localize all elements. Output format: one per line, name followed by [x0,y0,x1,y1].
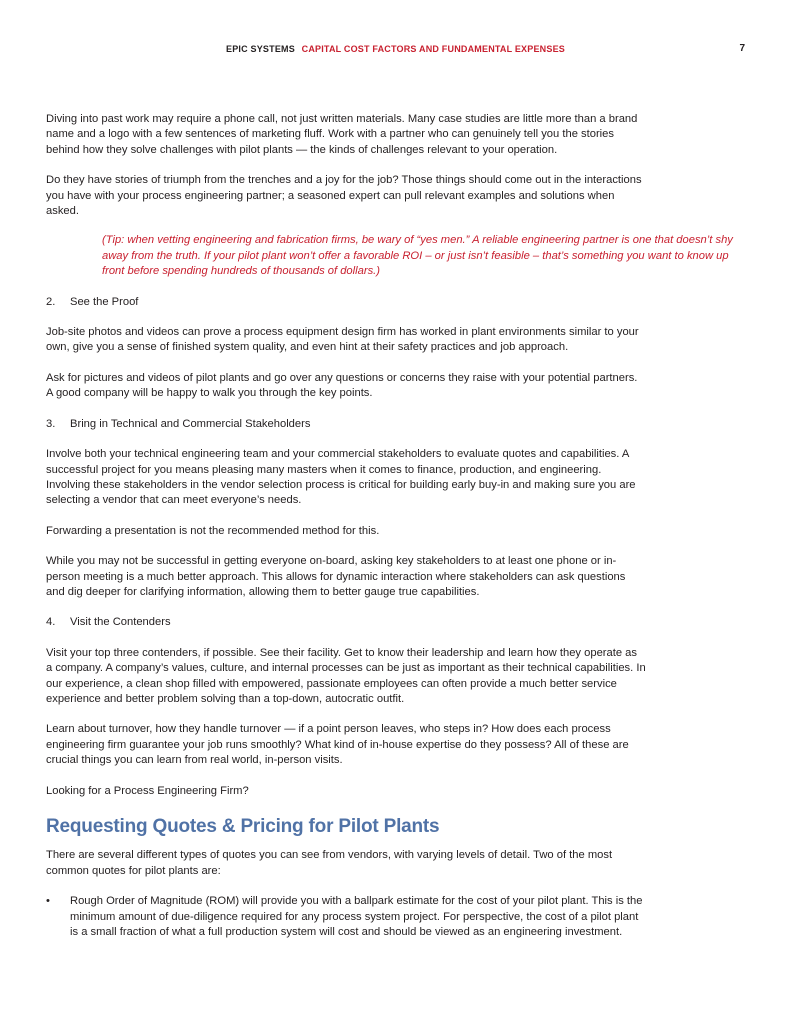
list-item-text: Rough Order of Magnitude (ROM) will provide you with a ballpark estimate for the cost of your pilot plant. This is the minimum amount of due-diligence required for any process system project. For perspective, the cost of a pilot plant is a small fraction of what a full production system will cost and should be viewed as an engineering investment. [70,895,643,939]
paragraph: While you may not be successful in getting everyone on-board, asking key stakeholders to at least one phone or in-person meeting is a much better approach. This allows for dynamic interaction where stakeholders can ask questions and dig deeper for clarifying information, allowing them to better gauge true capabilities. [46,555,626,598]
paragraph: Job-site photos and videos can prove a process equipment design firm has worked in plant environments similar to your own, give you a sense of finished system quality, and even hint at their safety practices and job approach. [46,326,639,354]
tip-callout: (Tip: when vetting engineering and fabrication firms, be wary of “yes men.” A reliable engineering partner is one that doesn’t shy away from the truth. If your pilot plant won’t offer a favorable ROI – or just isn’t feasible – that’s something you want to know up front before spending hundreds of thousands of dollars.) [102,234,733,278]
item-title: Bring in Technical and Commercial Stakeholders [70,417,311,430]
paragraph: Ask for pictures and videos of pilot plants and go over any questions or concerns they raise with your potential partners. A good company will be happy to walk you through the key points. [46,371,638,400]
section-heading: Requesting Quotes & Pricing for Pilot Plants [46,816,440,837]
item-title: See the Proof [70,295,139,308]
item-number: 2. [46,295,56,308]
section-title: CAPITAL COST FACTORS AND FUNDAMENTAL EXPENSES [301,44,565,54]
paragraph: Do they have stories of triumph from the trenches and a joy for the job? Those things should come out in the interactions you have with your process engineering partner; a seasoned expert can pull relevant examples and solutions when asked. [46,174,642,218]
page-number: 7 [739,43,745,54]
item-number: 4. [46,616,56,629]
cta-link[interactable]: Looking for a Process Engineering Firm? [46,784,249,797]
list-item [46,894,646,940]
page-content [46,112,733,940]
page-header [0,44,791,60]
item-title: Visit the Contenders [70,616,171,629]
running-header [0,44,791,54]
paragraph: Learn about turnover, how they handle turnover — if a point person leaves, who steps in? How does each process engineering firm guarantee your job runs smoothly? What kind of in-house expertise do they possess? All of these are crucial things you can learn from real world, in-person visits. [46,723,629,767]
numbered-item-stakeholders [46,417,646,432]
bullet-list [46,894,646,940]
paragraph: Forwarding a presentation is not the recommended method for this. [46,524,380,537]
bullet-icon: • [46,895,50,908]
paragraph: Diving into past work may require a phone call, not just written materials. Many case studies are little more than a brand name and a logo with a few sentences of marketing fluff. Work with a partner who can genuinely tell you the stories behind how they solve challenges with pilot plants — the kinds of challenges relevant to your operation. [46,113,638,156]
paragraph: Visit your top three contenders, if possible. See their facility. Get to know their leadership and learn how they operate as a company. A company’s values, culture, and internal processes can be just as important as their technical capabilities. In our experience, a clean shop filled with empowered, passionate employees can often provide a much better service experience and better problem solving than a top-down, autocratic outfit. [46,646,646,705]
item-number: 3. [46,417,56,430]
numbered-item-visit-contenders [46,615,646,630]
paragraph: There are several different types of quotes you can see from vendors, with varying levels of detail. Two of the most common quotes for pilot plants are: [46,849,613,877]
paragraph: Involve both your technical engineering team and your commercial stakeholders to evaluate quotes and capabilities. A successful project for you means pleasing many masters when it comes to finance, production, and engineering. Involving these stakeholders in the vendor selection process is critical for building early buy-in and making sure you are selecting a vendor that can meet everyone’s needs. [46,448,636,507]
company-name: EPIC SYSTEMS [226,44,295,54]
numbered-item-see-the-proof [46,295,646,310]
